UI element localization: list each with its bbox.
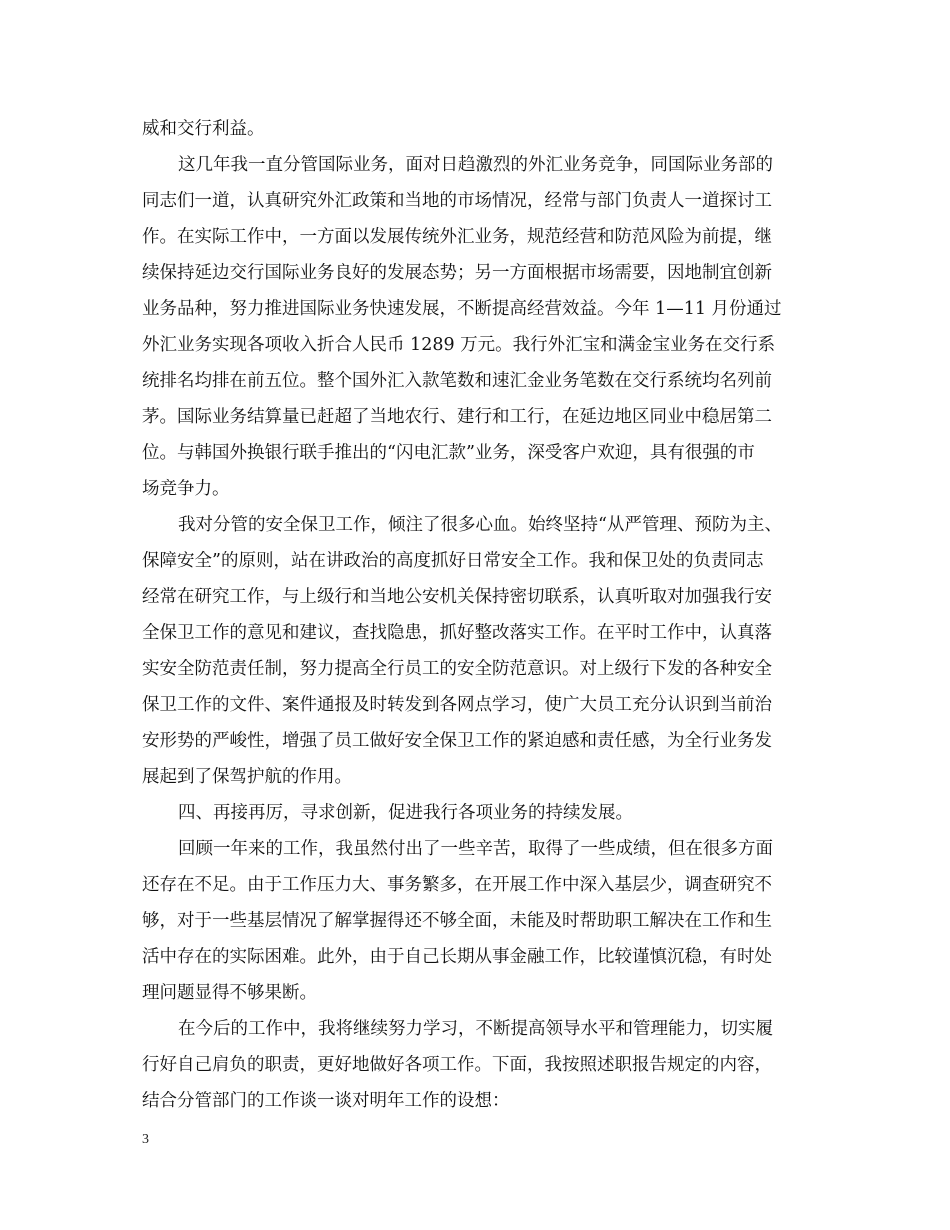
- text-line: 展起到了保驾护航的作用。: [142, 767, 352, 787]
- text-line: 场竞争力。: [142, 479, 230, 499]
- paragraph-start-line: 这几年我一直分管国际业务，面对日趋激烈的外汇业务竞争，同国际业务部的: [178, 155, 773, 175]
- text-line: 外汇业务实现各项收入折合人民币 1289 万元。我行外汇宝和满金宝业务在交行系: [142, 335, 776, 355]
- text-line: 行好自己肩负的职责，更好地做好各项工作。下面，我按照述职报告规定的内容，: [142, 1055, 772, 1075]
- text-line: 保障安全”的原则，站在讲政治的高度抓好日常安全工作。我和保卫处的负责同志: [142, 551, 764, 571]
- text-line: 作。在实际工作中，一方面以发展传统外汇业务，规范经营和防范风险为前提，继: [142, 227, 772, 247]
- paragraph-start-line: 回顾一年来的工作，我虽然付出了一些辛苦，取得了一些成绩，但在很多方面: [178, 839, 773, 859]
- text-line: 业务品种，努力推进国际业务快速发展，不断提高经营效益。今年 1—11 月份通过: [142, 299, 782, 319]
- text-line: 保卫工作的文件、案件通报及时转发到各网点学习，使广大员工充分认识到当前治: [142, 695, 772, 715]
- text-line: 全保卫工作的意见和建议，查找隐患，抓好整改落实工作。在平时工作中，认真落: [142, 623, 772, 643]
- text-line: 位。与韩国外换银行联手推出的“闪电汇款”业务，深受客户欢迎，具有很强的市: [142, 443, 755, 463]
- text-line: 实安全防范责任制，努力提高全行员工的安全防范意识。对上级行下发的各种安全: [142, 659, 772, 679]
- text-line: 同志们一道，认真研究外汇政策和当地的市场情况，经常与部门负责人一道探讨工: [142, 191, 772, 211]
- section-heading: 四、再接再厉，寻求创新，促进我行各项业务的持续发展。: [178, 803, 633, 823]
- paragraph-start-line: 在今后的工作中，我将继续努力学习，不断提高领导水平和管理能力，切实履: [178, 1019, 773, 1039]
- text-line: 经常在研究工作，与上级行和当地公安机关保持密切联系，认真听取对加强我行安: [142, 587, 772, 607]
- text-line: 统排名均排在前五位。整个国外汇入款笔数和速汇金业务笔数在交行系统均名列前: [142, 371, 772, 391]
- paragraph-start-line: 我对分管的安全保卫工作，倾注了很多心血。始终坚持“从严管理、预防为主、: [178, 515, 782, 535]
- text-line: 结合分管部门的工作谈一谈对明年工作的设想：: [142, 1091, 510, 1111]
- text-line: 活中存在的实际困难。此外，由于自己长期从事金融工作，比较谨慎沉稳，有时处: [142, 947, 772, 967]
- text-line: 茅。国际业务结算量已赶超了当地农行、建行和工行，在延边地区同业中稳居第二: [142, 407, 772, 427]
- text-line: 续保持延边交行国际业务良好的发展态势；另一方面根据市场需要，因地制宜创新: [142, 263, 772, 283]
- text-line: 安形势的严峻性，增强了员工做好安全保卫工作的紧迫感和责任感，为全行业务发: [142, 731, 772, 751]
- page-number: 3: [142, 1132, 149, 1147]
- text-line: 理问题显得不够果断。: [142, 983, 317, 1003]
- text-line: 够，对于一些基层情况了解掌握得还不够全面，未能及时帮助职工解决在工作和生: [142, 911, 772, 931]
- text-line: 还存在不足。由于工作压力大、事务繁多，在开展工作中深入基层少，调查研究不: [142, 875, 772, 895]
- text-line: 威和交行利益。: [142, 119, 265, 139]
